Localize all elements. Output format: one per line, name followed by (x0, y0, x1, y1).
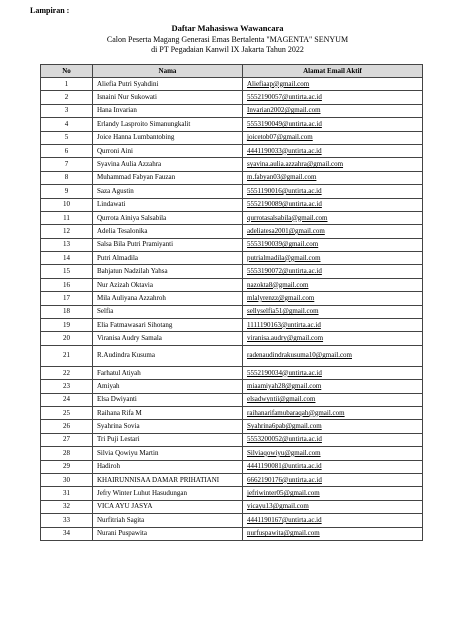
student-email[interactable]: 6662190176@untirta.ac.id (243, 473, 423, 486)
table-row (41, 131, 423, 144)
student-email[interactable]: 5553190039@gmail.com (243, 238, 423, 251)
row-number: 31 (41, 487, 93, 500)
student-name: Hana Invarian (93, 104, 243, 117)
table-row (41, 104, 423, 117)
student-name: Saza Agustin (93, 185, 243, 198)
table-row (41, 393, 423, 406)
table-row (41, 225, 423, 238)
table-row (41, 433, 423, 446)
row-number: 28 (41, 447, 93, 460)
table-row (41, 78, 423, 91)
student-name: Adelia Tesalonika (93, 225, 243, 238)
row-number: 5 (41, 131, 93, 144)
table-row (41, 171, 423, 184)
student-name: VICA AYU JASYA (93, 500, 243, 513)
table-row (41, 211, 423, 224)
student-name: KHAIRUNNISAA DAMAR PRIHATIANI (93, 473, 243, 486)
student-email[interactable]: 5552190089@untirta.ac.id (243, 198, 423, 211)
student-name: Elia Fatmawasari Sihotang (93, 319, 243, 332)
row-number: 30 (41, 473, 93, 486)
table-row (41, 380, 423, 393)
row-number: 33 (41, 514, 93, 527)
student-name: Aliefia Putri Syahdini (93, 78, 243, 91)
student-email[interactable]: nazokta8@gmail.com (243, 278, 423, 291)
student-email[interactable]: 5552190057@untirta.ac.id (243, 91, 423, 104)
table-row (41, 252, 423, 265)
table-row (41, 91, 423, 104)
lampiran-label: Lampiran : (30, 6, 70, 15)
row-number: 17 (41, 292, 93, 305)
row-number: 26 (41, 420, 93, 433)
student-name: Muhammad Fabyan Fauzan (93, 171, 243, 184)
table-row (41, 158, 423, 171)
student-email[interactable]: Invarian2002@gmail.com (243, 104, 423, 117)
student-email[interactable]: elsadwyntii@gmail.com (243, 393, 423, 406)
interview-student-table (40, 64, 423, 541)
student-name: Amiyah (93, 380, 243, 393)
table-row (41, 447, 423, 460)
row-number: 22 (41, 366, 93, 379)
table-row (41, 319, 423, 332)
student-name: Isnaini Nur Sukowati (93, 91, 243, 104)
row-number: 29 (41, 460, 93, 473)
row-number: 12 (41, 225, 93, 238)
row-number: 8 (41, 171, 93, 184)
student-email[interactable]: 1111190163@untirta.ac.id (243, 319, 423, 332)
table-row (41, 473, 423, 486)
student-name: Nurfitriah Sagita (93, 514, 243, 527)
student-name: Syahrina Sovia (93, 420, 243, 433)
student-email[interactable]: Syahrina6pab@gmail.com (243, 420, 423, 433)
student-name: Raihana Rifa M (93, 406, 243, 419)
row-number: 13 (41, 238, 93, 251)
row-number: 23 (41, 380, 93, 393)
student-name: Lindawati (93, 198, 243, 211)
row-number: 3 (41, 104, 93, 117)
table-row (41, 238, 423, 251)
table-row (41, 366, 423, 379)
table-row (41, 305, 423, 318)
table-header-row (41, 65, 423, 78)
table-row (41, 144, 423, 157)
student-email[interactable]: 4441190033@untirta.ac.id (243, 144, 423, 157)
student-name: Jefry Winter Luhut Hasudungan (93, 487, 243, 500)
student-name: Elsa Dwiyanti (93, 393, 243, 406)
document-title: Daftar Mahasiswa Wawancara (171, 23, 284, 33)
student-name: Hadiroh (93, 460, 243, 473)
student-name: Bahjatun Nadzilah Yahsa (93, 265, 243, 278)
row-number: 4 (41, 118, 93, 131)
row-number: 18 (41, 305, 93, 318)
table-row (41, 527, 423, 540)
student-name: Putri Almadila (93, 252, 243, 265)
document-subtitle: Calon Peserta Magang Generasi Emas Bertalenta "MAGENTA" SENYUM (106, 35, 349, 44)
student-email[interactable]: putrialmadila@gmail.com (243, 252, 423, 265)
table-row (41, 278, 423, 291)
student-email[interactable]: jefriwinter05@gmail.com (243, 487, 423, 500)
document-subtitle-location: di PT Pegadaian Kanwil IX Jakarta Tahun 2022 (151, 45, 304, 54)
student-name: Silvia Qowiyu Martin (93, 447, 243, 460)
row-number: 32 (41, 500, 93, 513)
row-number: 14 (41, 252, 93, 265)
student-name: Farhatul Atiyah (93, 366, 243, 379)
row-number: 1 (41, 78, 93, 91)
table-row (41, 198, 423, 211)
column-header-no: No (41, 65, 93, 78)
row-number: 27 (41, 433, 93, 446)
row-number: 11 (41, 211, 93, 224)
table-row (41, 487, 423, 500)
student-email[interactable]: 4441190081@untirta.ac.id (243, 460, 423, 473)
student-name: Salsa Bila Putri Pramiyanti (93, 238, 243, 251)
student-email[interactable]: syavina.aulia.azzahra@gmail.com (243, 158, 423, 171)
student-email[interactable]: 5553190072@untirta.ac.id (243, 265, 423, 278)
student-email[interactable]: Silviaqowiyu@gmail.com (243, 447, 423, 460)
student-email[interactable]: m.fabyan03@gmail.com (243, 171, 423, 184)
column-header-name: Nama (93, 65, 243, 78)
student-name: Qurrota Ainiya Salsabila (93, 211, 243, 224)
student-name: Qurroni Aini (93, 144, 243, 157)
student-name: Erlandy Lasproito Simanungkalit (93, 118, 243, 131)
table-row (41, 332, 423, 345)
table-row (41, 500, 423, 513)
student-email[interactable]: 5551190016@untirta.ac.id (243, 185, 423, 198)
student-name: Nur Azizah Oktavia (93, 278, 243, 291)
table-row (41, 345, 423, 366)
table-row (41, 406, 423, 419)
student-email[interactable]: nurfuspawita@gmail.com (243, 527, 423, 540)
row-number: 19 (41, 319, 93, 332)
table-row (41, 118, 423, 131)
student-email[interactable]: 5553190049@untirta.ac.id (243, 118, 423, 131)
student-email[interactable]: 5553200052@untirta.ac.id (243, 433, 423, 446)
student-name: R.Audindra Kusuma (93, 345, 243, 366)
student-email[interactable]: 5552190034@untirta.ac.id (243, 366, 423, 379)
student-name: Syavina Aulia Azzahra (93, 158, 243, 171)
row-number: 15 (41, 265, 93, 278)
row-number: 20 (41, 332, 93, 345)
student-email[interactable]: qurrotasalsabila@gmail.com (243, 211, 423, 224)
student-email[interactable]: 4441190167@untirta.ac.id (243, 514, 423, 527)
student-email[interactable]: mlalyrenzz@gmail.com (243, 292, 423, 305)
row-number: 7 (41, 158, 93, 171)
table-row (41, 292, 423, 305)
student-email[interactable]: raihanarifamubaraqah@gmail.com (243, 406, 423, 419)
table-row (41, 265, 423, 278)
row-number: 16 (41, 278, 93, 291)
column-header-email: Alamat Email Aktif (243, 65, 423, 78)
student-email[interactable]: viranisa.audry@gmail.com (243, 332, 423, 345)
student-name: Tri Puji Lestari (93, 433, 243, 446)
row-number: 6 (41, 144, 93, 157)
row-number: 21 (41, 345, 93, 366)
row-number: 2 (41, 91, 93, 104)
student-email[interactable]: radenaudindrakusuma10@gmail.com (243, 345, 423, 366)
row-number: 24 (41, 393, 93, 406)
student-name: Selfia (93, 305, 243, 318)
row-number: 34 (41, 527, 93, 540)
student-email[interactable]: miaamiyah28@gmail.com (243, 380, 423, 393)
table-body (41, 78, 423, 541)
student-name: Joice Hanna Lumbantobing (93, 131, 243, 144)
student-email[interactable]: vicayu13@gmail.com (243, 500, 423, 513)
student-email[interactable]: joicetob07@gmail.com (243, 131, 423, 144)
table-row (41, 420, 423, 433)
student-name: Nurani Puspawita (93, 527, 243, 540)
table-row (41, 514, 423, 527)
student-email[interactable]: sellyselfia51@gmail.com (243, 305, 423, 318)
student-name: Viranisa Audry Samala (93, 332, 243, 345)
table-row (41, 185, 423, 198)
student-email[interactable]: adeliatesa2001@gmail.com (243, 225, 423, 238)
row-number: 10 (41, 198, 93, 211)
row-number: 25 (41, 406, 93, 419)
student-name: Mila Auliyana Azzahroh (93, 292, 243, 305)
table-row (41, 460, 423, 473)
row-number: 9 (41, 185, 93, 198)
student-email[interactable]: Aliefiaap@gmail.com (243, 78, 423, 91)
